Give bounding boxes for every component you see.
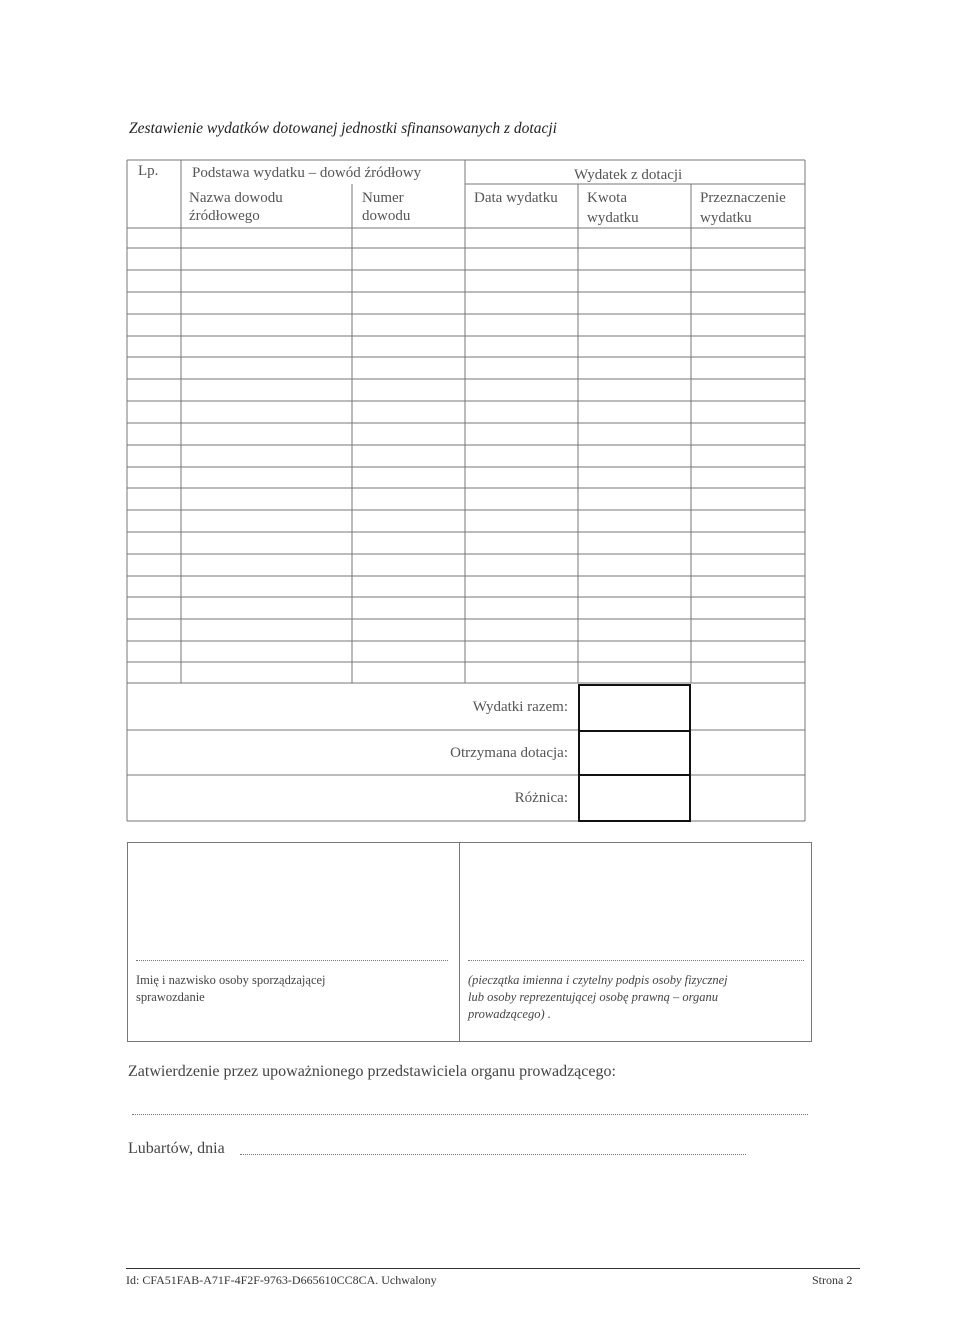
header-doc-number-2: dowodu: [362, 208, 411, 224]
date-field[interactable]: [240, 1154, 746, 1155]
preparer-signature-line: [136, 960, 448, 961]
approval-signature-line[interactable]: [132, 1114, 808, 1115]
header-doc-name-2: źródłowego: [189, 208, 260, 224]
header-date: Data wydatku: [474, 190, 558, 206]
preparer-caption-1: Imię i nazwisko osoby sporządzającej: [136, 973, 326, 987]
difference-label: Różnica:: [514, 790, 568, 806]
representative-caption-1: (pieczątka imienna i czytelny podpis osoby fizycznej: [468, 973, 728, 987]
received-value-field[interactable]: [578, 730, 691, 776]
header-purpose-1: Przeznaczenie: [700, 190, 786, 206]
footer-page-number: Strona 2: [812, 1273, 853, 1287]
header-expense: Wydatek z dotacji: [574, 167, 683, 183]
total-value-field[interactable]: [578, 684, 691, 732]
representative-signature-line: [468, 960, 804, 961]
header-lp: Lp.: [138, 163, 159, 179]
difference-value-field[interactable]: [578, 774, 691, 822]
place-date-label: Lubartów, dnia: [128, 1140, 225, 1157]
header-amount-1: Kwota: [587, 190, 627, 206]
header-doc-number-1: Numer: [362, 190, 404, 206]
header-amount-2: wydatku: [587, 210, 639, 226]
footer-rule: [126, 1268, 860, 1269]
approval-label: Zatwierdzenie przez upoważnionego przedstawiciela organu prowadzącego:: [128, 1063, 616, 1080]
document-title: Zestawienie wydatków dotowanej jednostki sfinansowanych z dotacji: [129, 120, 557, 137]
representative-caption-3: prowadzącego) .: [468, 1007, 551, 1021]
received-label: Otrzymana dotacja:: [450, 745, 568, 761]
preparer-caption-2: sprawozdanie: [136, 990, 205, 1004]
signature-box-preparer[interactable]: [127, 842, 460, 1042]
header-doc-name-1: Nazwa dowodu: [189, 190, 283, 206]
header-basis: Podstawa wydatku – dowód źródłowy: [192, 165, 422, 181]
header-purpose-2: wydatku: [700, 210, 752, 226]
footer-id: Id: CFA51FAB-A71F-4F2F-9763-D665610CC8CA. Uchwalony: [126, 1273, 437, 1287]
representative-caption-2: lub osoby reprezentującej osobę prawną – organu: [468, 990, 718, 1004]
total-label: Wydatki razem:: [472, 699, 568, 715]
